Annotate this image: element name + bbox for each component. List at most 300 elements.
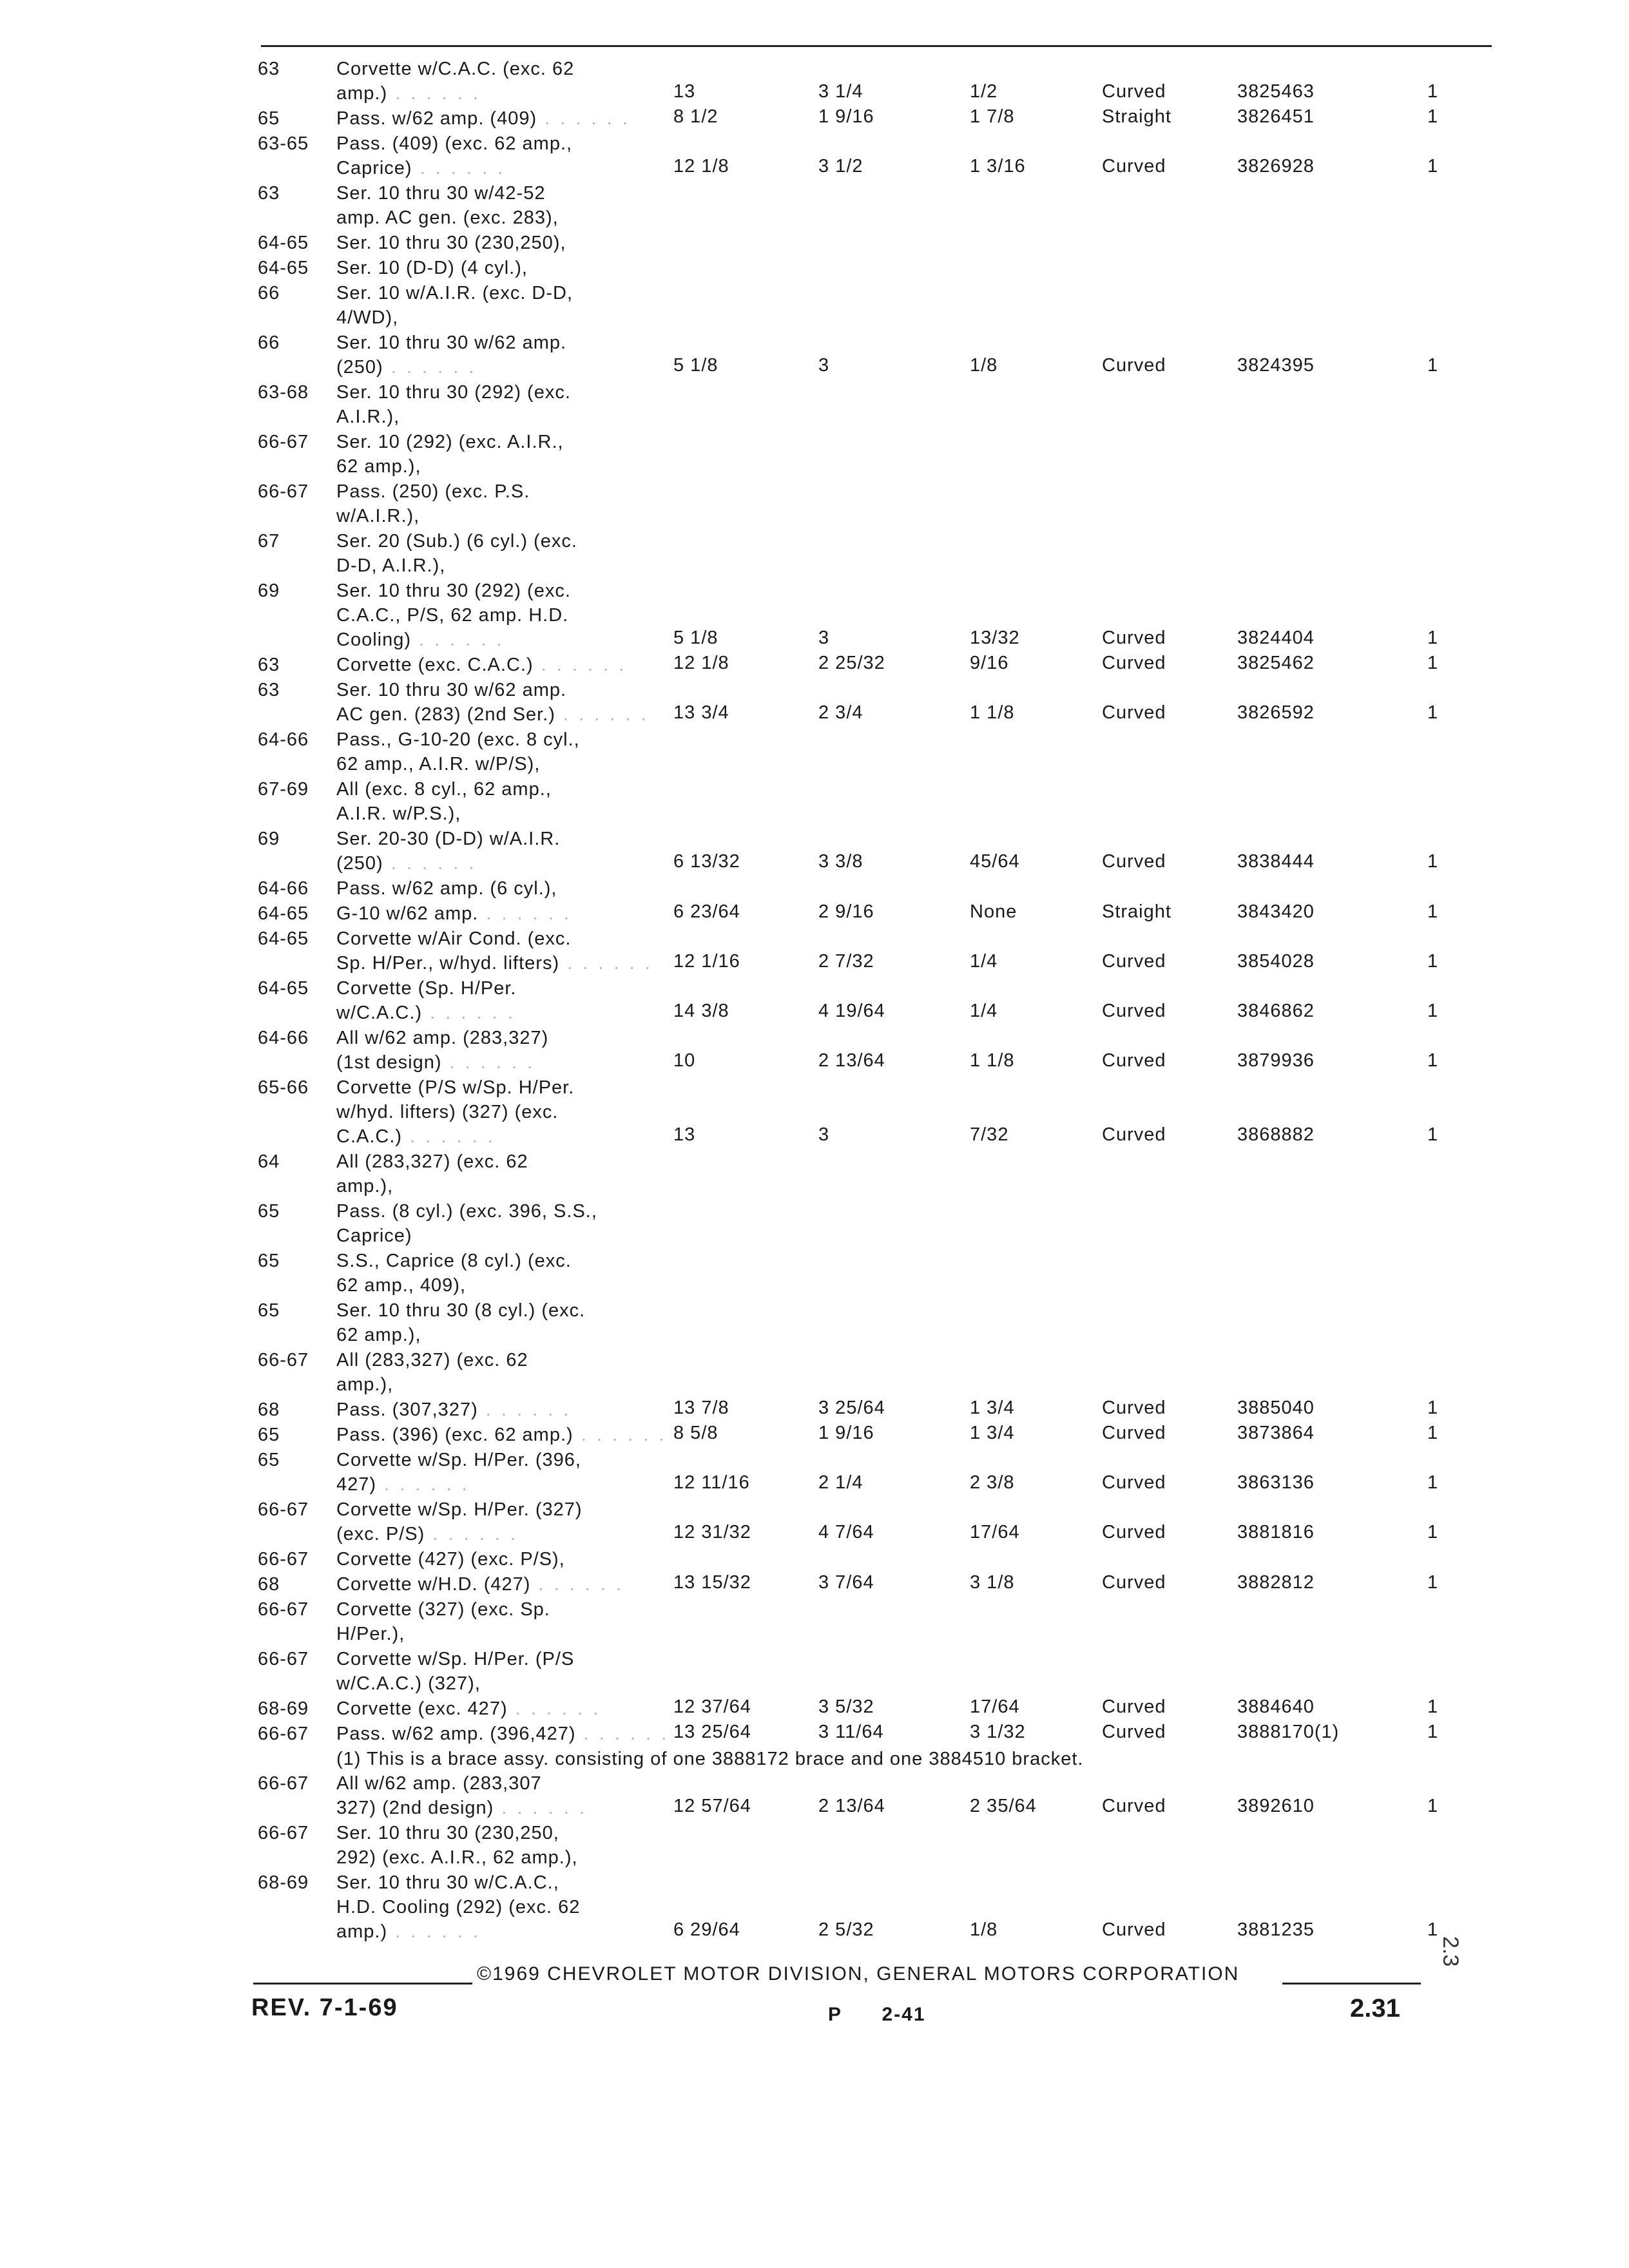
- description-line: Corvette w/C.A.C. (exc. 62: [336, 59, 575, 79]
- table-row: [0, 1597, 1629, 1647]
- model-year: 65: [258, 108, 280, 129]
- leader-dots: . . . . . .: [555, 704, 649, 725]
- model-year: 64-66: [258, 729, 309, 750]
- table-row: [0, 901, 1629, 927]
- dim-b: 1 1/8: [970, 1050, 1015, 1071]
- table-row: [0, 579, 1629, 653]
- application-description: [336, 678, 649, 727]
- description-line: (1st design) . . . . . .: [336, 1052, 535, 1073]
- shape: Curved: [1102, 1398, 1166, 1418]
- application-description: [336, 1075, 574, 1149]
- quantity: 1: [1427, 901, 1439, 922]
- description-line: Ser. 10 (D-D) (4 cyl.),: [336, 258, 528, 278]
- dim-a: 2 25/32: [818, 653, 885, 673]
- table-row: [0, 1448, 1629, 1497]
- length: 12 31/32: [673, 1522, 751, 1542]
- footnote-text: (1) This is a brace assy. consisting of one 3888172 brace and one 3884510 bracket.: [336, 1749, 1084, 1769]
- dim-b: 13/32: [970, 628, 1020, 648]
- revision-date: REV. 7-1-69: [251, 1994, 398, 2021]
- shape: Curved: [1102, 1796, 1166, 1816]
- table-row: [0, 1348, 1629, 1398]
- description-line: Ser. 10 thru 30 (292) (exc.: [336, 382, 571, 403]
- part-number: 3885040: [1237, 1398, 1315, 1418]
- table-row: [0, 1870, 1629, 1945]
- leader-dots: . . . . . .: [383, 357, 477, 378]
- description-line: 62 amp.),: [336, 456, 421, 477]
- table-row: [0, 1497, 1629, 1547]
- application-description: [336, 1696, 601, 1721]
- dim-b: 7/32: [970, 1124, 1009, 1145]
- application-description: [336, 1149, 528, 1198]
- description-line: Pass. (8 cyl.) (exc. 396, S.S.,: [336, 1201, 597, 1222]
- model-year: 66-67: [258, 1823, 309, 1843]
- description-line: D-D, A.I.R.),: [336, 555, 446, 576]
- dim-b: 17/64: [970, 1696, 1020, 1717]
- model-year: 64-65: [258, 233, 309, 253]
- table-row: [0, 529, 1629, 579]
- model-year: 65: [258, 1450, 280, 1470]
- description-line: A.I.R. w/P.S.),: [336, 803, 461, 824]
- dim-b: 1 3/4: [970, 1398, 1015, 1418]
- shape: Curved: [1102, 1522, 1166, 1542]
- model-year: 65: [258, 1201, 280, 1222]
- part-number: 3868882: [1237, 1124, 1315, 1145]
- application-description: [336, 1423, 666, 1447]
- description-line: S.S., Caprice (8 cyl.) (exc.: [336, 1251, 572, 1271]
- description-line: Corvette (Sp. H/Per.: [336, 978, 517, 999]
- description-line: 62 amp., A.I.R. w/P/S),: [336, 754, 541, 774]
- dim-a: 2 13/64: [818, 1050, 885, 1071]
- application-description: [336, 1597, 550, 1646]
- leader-dots: . . . . . .: [387, 83, 481, 104]
- dim-a: 3 25/64: [818, 1398, 885, 1418]
- dim-b: 1/4: [970, 951, 998, 972]
- model-year: 68-69: [258, 1698, 309, 1719]
- model-year: 64-65: [258, 903, 309, 924]
- dim-a: 2 7/32: [818, 951, 874, 972]
- part-number: 3863136: [1237, 1472, 1315, 1493]
- quantity: 1: [1427, 1001, 1439, 1021]
- application-description: [336, 529, 577, 578]
- description-line: amp.) . . . . . .: [336, 1921, 481, 1942]
- dim-a: 2 3/4: [818, 702, 863, 723]
- leader-dots: . . . . . .: [411, 629, 505, 650]
- model-year: 65: [258, 1425, 280, 1445]
- dim-a: 3 5/32: [818, 1696, 874, 1717]
- dim-b: None: [970, 901, 1017, 922]
- model-year: 64: [258, 1151, 280, 1172]
- quantity: 1: [1427, 1796, 1439, 1816]
- table-row: [0, 1249, 1629, 1298]
- dim-b: 1 3/4: [970, 1423, 1015, 1443]
- table-row: [0, 827, 1629, 876]
- model-year: 65: [258, 1300, 280, 1321]
- dim-b: 2 35/64: [970, 1796, 1037, 1816]
- dim-a: 3 1/4: [818, 81, 863, 102]
- model-year: 68: [258, 1399, 280, 1420]
- description-line: Pass. (307,327) . . . . . .: [336, 1399, 572, 1420]
- part-number: 3884640: [1237, 1696, 1315, 1717]
- quantity: 1: [1427, 1472, 1439, 1493]
- dim-b: 3 1/32: [970, 1722, 1026, 1742]
- description-line: w/C.A.C.) . . . . . .: [336, 1003, 516, 1023]
- model-year: 63: [258, 59, 280, 79]
- leader-dots: . . . . . .: [387, 1921, 481, 1942]
- description-line: Ser. 20-30 (D-D) w/A.I.R.: [336, 829, 561, 849]
- leader-dots: . . . . . .: [530, 1574, 624, 1595]
- dim-a: 1 9/16: [818, 106, 874, 127]
- length: 12 1/16: [673, 951, 740, 972]
- description-line: C.A.C., P/S, 62 amp. H.D.: [336, 605, 569, 626]
- dim-b: 1 7/8: [970, 106, 1015, 127]
- table-row: [0, 927, 1629, 976]
- model-year: 66-67: [258, 432, 309, 452]
- description-line: Corvette w/Sp. H/Per. (396,: [336, 1450, 581, 1470]
- description-line: Caprice) . . . . . .: [336, 158, 506, 178]
- quantity: 1: [1427, 1722, 1439, 1742]
- table-row: [0, 181, 1629, 231]
- shape: Curved: [1102, 702, 1166, 723]
- length: 5 1/8: [673, 628, 718, 648]
- description-line: 62 amp., 409),: [336, 1275, 466, 1296]
- dim-a: 1 9/16: [818, 1423, 874, 1443]
- footer-rule-right: [1282, 1983, 1421, 1984]
- quantity: 1: [1427, 628, 1439, 648]
- leader-dots: . . . . . .: [402, 1126, 496, 1147]
- copyright-notice: ©1969 CHEVROLET MOTOR DIVISION, GENERAL MOTORS CORPORATION: [477, 1963, 1240, 1984]
- application-description: [336, 1448, 581, 1497]
- part-number: 3826928: [1237, 156, 1315, 177]
- model-year: 66: [258, 283, 280, 303]
- description-line: Corvette (exc. 427) . . . . . .: [336, 1698, 601, 1719]
- part-number: 3826592: [1237, 702, 1315, 723]
- length: 6 13/32: [673, 851, 740, 872]
- table-row: [0, 653, 1629, 678]
- description-line: 427) . . . . . .: [336, 1474, 470, 1495]
- model-year: 65-66: [258, 1077, 309, 1098]
- table-row: [0, 430, 1629, 479]
- leader-dots: . . . . . .: [422, 1003, 516, 1023]
- table-row: [0, 131, 1629, 181]
- page-number: P 2-41: [828, 2004, 926, 2025]
- table-row: [0, 1647, 1629, 1696]
- model-year: 65: [258, 1251, 280, 1271]
- application-description: [336, 380, 571, 429]
- shape: Curved: [1102, 355, 1166, 376]
- top-rule: [261, 45, 1492, 47]
- application-description: [336, 1572, 624, 1597]
- description-line: G-10 w/62 amp. . . . . . .: [336, 903, 572, 924]
- dim-a: 2 13/64: [818, 1796, 885, 1816]
- description-line: Corvette w/Sp. H/Per. (P/S: [336, 1649, 575, 1669]
- part-number: 3824404: [1237, 628, 1315, 648]
- application-description: [336, 106, 630, 131]
- margin-mark: 2.3: [1438, 1936, 1463, 1967]
- application-description: [336, 430, 564, 479]
- description-line: (250) . . . . . .: [336, 357, 477, 378]
- dim-a: 3 3/8: [818, 851, 863, 872]
- description-line: Corvette w/Air Cond. (exc.: [336, 928, 572, 949]
- shape: Curved: [1102, 1050, 1166, 1071]
- description-line: Corvette w/Sp. H/Per. (327): [336, 1499, 583, 1520]
- description-line: All (283,327) (exc. 62: [336, 1350, 528, 1370]
- description-line: 4/WD),: [336, 307, 399, 328]
- dim-b: 3 1/8: [970, 1572, 1015, 1593]
- model-year: 63-65: [258, 133, 309, 154]
- shape: Straight: [1102, 106, 1171, 127]
- application-description: [336, 281, 573, 330]
- description-line: Corvette (427) (exc. P/S),: [336, 1549, 565, 1570]
- description-line: Pass. (250) (exc. P.S.: [336, 481, 530, 502]
- length: 13 7/8: [673, 1398, 729, 1418]
- application-description: [336, 479, 530, 528]
- model-year: 69: [258, 829, 280, 849]
- dim-a: 3: [818, 628, 830, 648]
- dim-b: 1/2: [970, 81, 998, 102]
- model-year: 66-67: [258, 1599, 309, 1620]
- shape: Curved: [1102, 1423, 1166, 1443]
- dim-b: 1 3/16: [970, 156, 1026, 177]
- shape: Curved: [1102, 1472, 1166, 1493]
- table-row: [0, 331, 1629, 380]
- application-description: [336, 727, 580, 776]
- description-line: amp.),: [336, 1374, 394, 1395]
- application-description: [336, 976, 517, 1025]
- application-description: [336, 777, 552, 826]
- description-line: amp.),: [336, 1176, 394, 1196]
- description-line: Ser. 10 thru 30 (230,250),: [336, 233, 566, 253]
- description-line: Ser. 10 thru 30 w/C.A.C.,: [336, 1872, 559, 1893]
- dim-a: 4 19/64: [818, 1001, 885, 1021]
- length: 6 23/64: [673, 901, 740, 922]
- description-line: Pass. w/62 amp. (396,427) . . . . . .: [336, 1724, 670, 1744]
- quantity: 1: [1427, 1696, 1439, 1717]
- table-row: [0, 678, 1629, 727]
- leader-dots: . . . . . .: [575, 1724, 670, 1744]
- length: 13 3/4: [673, 702, 729, 723]
- shape: Curved: [1102, 1124, 1166, 1145]
- application-description: [336, 1497, 583, 1546]
- leader-dots: . . . . . .: [507, 1698, 601, 1719]
- model-year: 66: [258, 332, 280, 353]
- dim-a: 2 5/32: [818, 1919, 874, 1940]
- dim-a: 3 1/2: [818, 156, 863, 177]
- description-line: Pass., G-10-20 (exc. 8 cyl.,: [336, 729, 580, 750]
- description-line: Ser. 10 w/A.I.R. (exc. D-D,: [336, 283, 574, 303]
- shape: Curved: [1102, 628, 1166, 648]
- description-line: Ser. 10 thru 30 w/62 amp.: [336, 332, 567, 353]
- description-line: 62 amp.),: [336, 1325, 421, 1345]
- table-row: [0, 1572, 1629, 1597]
- application-description: [336, 1647, 574, 1696]
- part-number: 3825463: [1237, 81, 1315, 102]
- model-year: 66-67: [258, 1350, 309, 1370]
- length: 13: [673, 81, 696, 102]
- dim-a: 3: [818, 355, 830, 376]
- table-row: [0, 1771, 1629, 1821]
- part-number: 3882812: [1237, 1572, 1315, 1593]
- table-row: [0, 106, 1629, 131]
- description-line: Ser. 20 (Sub.) (6 cyl.) (exc.: [336, 531, 577, 552]
- quantity: 1: [1427, 1423, 1439, 1443]
- leader-dots: . . . . . .: [412, 158, 506, 178]
- length: 10: [673, 1050, 696, 1071]
- description-line: Pass. w/62 amp. (409) . . . . . .: [336, 108, 630, 129]
- application-description: [336, 1348, 528, 1397]
- model-year: 67: [258, 531, 280, 552]
- dim-b: 1 1/8: [970, 702, 1015, 723]
- length: 12 1/8: [673, 156, 729, 177]
- dim-a: 3 11/64: [818, 1722, 884, 1742]
- quantity: 1: [1427, 851, 1439, 872]
- description-line: amp.) . . . . . .: [336, 83, 481, 104]
- model-year: 68: [258, 1574, 280, 1595]
- application-description: [336, 1771, 587, 1820]
- length: 12 57/64: [673, 1796, 751, 1816]
- leader-dots: . . . . . .: [383, 853, 477, 874]
- shape: Curved: [1102, 1696, 1166, 1717]
- description-line: (exc. P/S) . . . . . .: [336, 1524, 518, 1544]
- description-line: Corvette (327) (exc. Sp.: [336, 1599, 550, 1620]
- leader-dots: . . . . . .: [533, 655, 627, 675]
- description-line: w/hyd. lifters) (327) (exc.: [336, 1102, 559, 1122]
- model-year: 64-66: [258, 1028, 309, 1048]
- description-line: Ser. 10 thru 30 w/42-52: [336, 183, 546, 204]
- table-row: [0, 479, 1629, 529]
- section-number: 2.31: [1350, 1994, 1400, 2023]
- model-year: 64-65: [258, 258, 309, 278]
- leader-dots: . . . . . .: [573, 1425, 667, 1445]
- description-line: Corvette (P/S w/Sp. H/Per.: [336, 1077, 575, 1098]
- table-row: [0, 256, 1629, 281]
- dim-a: 3 7/64: [818, 1572, 874, 1593]
- description-line: Ser. 10 thru 30 (292) (exc.: [336, 581, 571, 601]
- table-row: [0, 1821, 1629, 1870]
- leader-dots: . . . . . .: [477, 1399, 572, 1420]
- table-row: [0, 1199, 1629, 1249]
- model-year: 66-67: [258, 1649, 309, 1669]
- quantity: 1: [1427, 106, 1439, 127]
- part-number: 3826451: [1237, 106, 1315, 127]
- application-description: [336, 653, 626, 677]
- description-line: Ser. 10 thru 30 (8 cyl.) (exc.: [336, 1300, 586, 1321]
- description-line: All (exc. 8 cyl., 62 amp.,: [336, 779, 552, 800]
- part-number: 3854028: [1237, 951, 1315, 972]
- description-line: w/C.A.C.) (327),: [336, 1673, 481, 1694]
- table-row: [0, 57, 1629, 106]
- description-line: All w/62 amp. (283,307: [336, 1773, 542, 1794]
- table-row: [0, 777, 1629, 827]
- application-description: [336, 231, 566, 255]
- description-line: amp. AC gen. (exc. 283),: [336, 207, 559, 228]
- shape: Curved: [1102, 156, 1166, 177]
- table-row: [0, 1075, 1629, 1149]
- description-line: Corvette (exc. C.A.C.) . . . . . .: [336, 655, 627, 675]
- shape: Straight: [1102, 901, 1171, 922]
- application-description: [336, 1722, 669, 1746]
- application-description: [336, 131, 572, 180]
- model-year: 63: [258, 655, 280, 675]
- description-line: H/Per.),: [336, 1624, 405, 1644]
- dim-b: 1/8: [970, 355, 998, 376]
- application-description: [336, 927, 653, 975]
- application-description: [336, 1821, 578, 1870]
- application-description: [336, 1298, 585, 1347]
- dim-b: 17/64: [970, 1522, 1020, 1542]
- description-line: All w/62 amp. (283,327): [336, 1028, 549, 1048]
- quantity: 1: [1427, 951, 1439, 972]
- quantity: 1: [1427, 1398, 1439, 1418]
- leader-dots: . . . . . .: [425, 1524, 518, 1544]
- part-number: 3846862: [1237, 1001, 1315, 1021]
- leader-dots: . . . . . .: [494, 1798, 588, 1818]
- description-line: 327) (2nd design) . . . . . .: [336, 1798, 588, 1818]
- application-description: [336, 256, 528, 280]
- shape: Curved: [1102, 851, 1166, 872]
- description-line: Pass. w/62 amp. (6 cyl.),: [336, 878, 557, 899]
- part-number: 3825462: [1237, 653, 1315, 673]
- parts-table: [0, 57, 1629, 1945]
- shape: Curved: [1102, 81, 1166, 102]
- shape: Curved: [1102, 1001, 1166, 1021]
- description-line: All (283,327) (exc. 62: [336, 1151, 528, 1172]
- quantity: 1: [1427, 81, 1439, 102]
- application-description: [336, 1547, 565, 1571]
- part-number: 3879936: [1237, 1050, 1315, 1071]
- shape: Curved: [1102, 1919, 1166, 1940]
- leader-dots: . . . . . .: [376, 1474, 470, 1495]
- description-line: w/A.I.R.),: [336, 506, 420, 526]
- description-line: A.I.R.),: [336, 407, 400, 427]
- shape: Curved: [1102, 653, 1166, 673]
- length: 14 3/8: [673, 1001, 729, 1021]
- quantity: 1: [1427, 1572, 1439, 1593]
- description-line: Caprice): [336, 1225, 412, 1246]
- table-row: [0, 876, 1629, 901]
- table-row: [0, 727, 1629, 777]
- description-line: Pass. (396) (exc. 62 amp.) . . . . . .: [336, 1425, 667, 1445]
- application-description: [336, 57, 574, 106]
- leader-dots: . . . . . .: [441, 1052, 535, 1073]
- model-year: 64-65: [258, 928, 309, 949]
- dim-a: 3: [818, 1124, 830, 1145]
- part-number: 3881235: [1237, 1919, 1315, 1940]
- description-line: (250) . . . . . .: [336, 853, 477, 874]
- table-row: [0, 380, 1629, 430]
- description-line: Corvette w/H.D. (427) . . . . . .: [336, 1574, 624, 1595]
- model-year: 66-67: [258, 481, 309, 502]
- dim-b: 1/4: [970, 1001, 998, 1021]
- leader-dots: . . . . . .: [478, 903, 572, 924]
- dim-b: 45/64: [970, 851, 1020, 872]
- description-line: Ser. 10 (292) (exc. A.I.R.,: [336, 432, 564, 452]
- dim-a: 2 1/4: [818, 1472, 863, 1493]
- table-row: [0, 1423, 1629, 1448]
- table-row: [0, 1026, 1629, 1075]
- model-year: 64-66: [258, 878, 309, 899]
- shape: Curved: [1102, 1572, 1166, 1593]
- quantity: 1: [1427, 156, 1439, 177]
- model-year: 67-69: [258, 779, 309, 800]
- description-line: Ser. 10 thru 30 w/62 amp.: [336, 680, 567, 700]
- application-description: [336, 1249, 572, 1298]
- model-year: 63: [258, 183, 280, 204]
- description-line: AC gen. (283) (2nd Ser.) . . . . . .: [336, 704, 649, 725]
- application-description: [336, 1026, 548, 1075]
- description-line: Ser. 10 thru 30 (230,250,: [336, 1823, 559, 1843]
- length: 8 5/8: [673, 1423, 718, 1443]
- quantity: 1: [1427, 702, 1439, 723]
